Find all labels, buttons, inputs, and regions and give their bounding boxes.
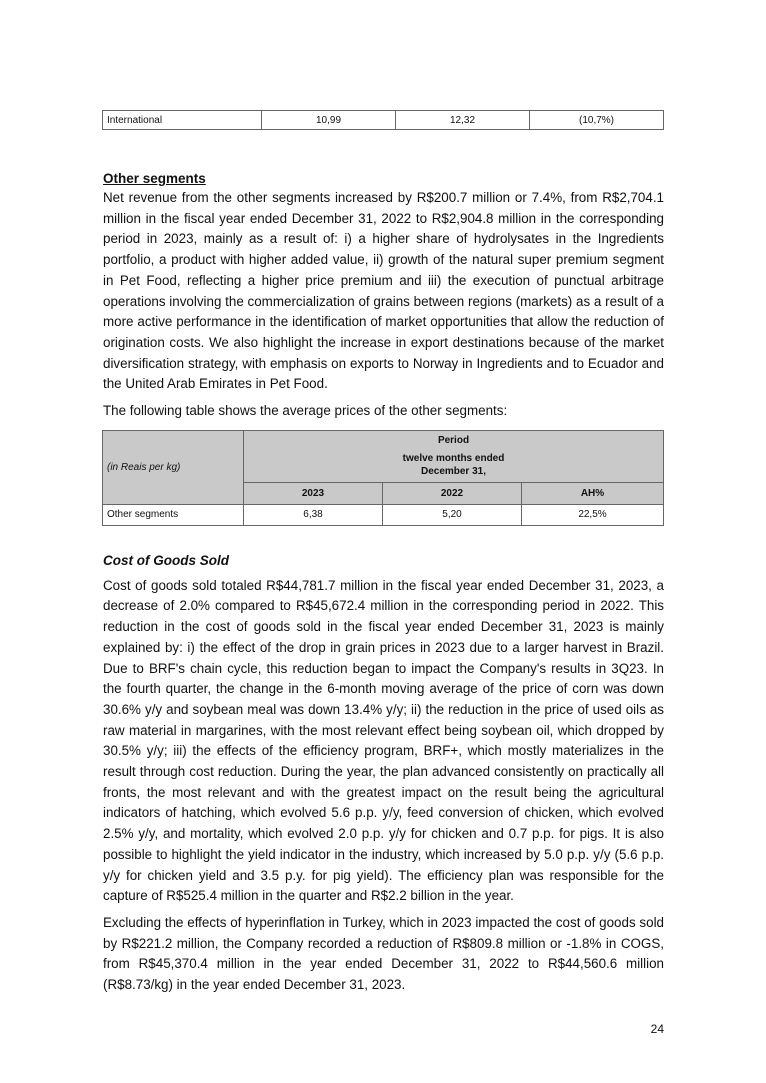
period-label: Period: [437, 435, 470, 447]
paragraph: Cost of goods sold totaled R$44,781.7 million in the fiscal year ended December 31, 2023, a decrease of 2.0% compared to R$45,672.4 million in the corresponding period in 2022. This reduction in the cost of goods sold in the fiscal year ended December 31, 2023 is mainly explained by: i) the effect of the drop in grain prices in 2023 due to a larger harvest in Brazil. Due to BRF's chain cycle, this reduction began to impact the Company's results in 3Q23. In the fourth quarter, the change in the 6-month moving average of the price of corn was down 30.6% y/y and soybean meal was down 13.4% y/y; ii) the reduction in the price of used oils as raw material in margarines, with the most relevant effect being soybean oil, which dropped by 30.5% y/y; iii) the effects of the efficiency program, BRF+, which mostly materializes in the result through cost reduction. During the year, the plan advanced consistently on practically all fronts, the most relevant and with the greatest impact on the result being the agricultural indicators of hatching, which evolved 5.6 p.p. y/y, feed conversion of chicken, which evolved 2.5% y/y, and mortality, which evolved 2.0 p.p. y/y for chicken and 0.7 p.p. for pigs. It is also possible to highlight the yield indicator in the industry, which increased by 5.0 p.p. y/y (5.6 p.p. y/y for chicken yield and 3.5 p.y. for pig yield). The efficiency plan was responsible for the capture of R$525.4 million in the quarter and R$2.2 billion in the year.: [103, 577, 664, 904]
section-heading: Cost of Goods Sold: [103, 552, 229, 568]
column-header: 2022: [383, 482, 522, 504]
unit-label: (in Reais per kg): [103, 430, 244, 504]
column-header: 2023: [244, 482, 383, 504]
paragraph: Excluding the effects of hyperinflation in Turkey, which in 2023 impacted the cost of goods sold by R$221.2 million, the Company recorded a reduction of R$809.8 million or -1.8% in COGS, from R$45,370.4 million in the year ended December 31, 2022 to R$44,560.6 million (R$8.73/kg) in the year ended December 31, 2023.: [103, 914, 664, 993]
period-sub: December 31,: [420, 466, 487, 478]
table-row: [103, 504, 664, 525]
cell: 22,5%: [522, 504, 664, 525]
cell: 6,38: [244, 504, 383, 525]
paragraph: The following table shows the average prices of the other segments:: [103, 403, 508, 419]
row-label: Other segments: [103, 504, 244, 525]
cell-2023: 10,99: [262, 111, 396, 130]
cell-ah: (10,7%): [530, 111, 664, 130]
cell-2022: 12,32: [396, 111, 530, 130]
column-header: AH%: [522, 482, 664, 504]
international-table: [102, 110, 664, 130]
row-label: International: [103, 111, 262, 130]
paragraph: Net revenue from the other segments increased by R$200.7 million or 7.4%, from R$2,704.1 million in the fiscal year ended December 31, 2022 to R$2,904.8 million in the corresponding period in 2023, mainly as a result of: i) a higher share of hydrolysates in the Ingredients portfolio, a product with higher added value, ii) growth of the natural super premium segment in Pet Food, reflecting a higher price premium and iii) the execution of punctual arbitrage operations involving the commercialization of grains between regions (markets) as a result of a more active performance in the identification of market opportunities that allow the reduction of origination costs. We also highlight the increase in export destinations because of the market diversification strategy, with emphasis on exports to Norway in Ingredients and to Ecuador and the United Arab Emirates in Pet Food.: [103, 190, 664, 392]
table-row: [103, 111, 664, 130]
section-heading: Other segments: [103, 171, 206, 186]
period-header: [244, 430, 664, 482]
price-table: [102, 430, 664, 526]
period-sub: twelve months ended: [402, 453, 505, 465]
page-content: [102, 110, 664, 996]
cell: 5,20: [383, 504, 522, 525]
page-number: 24: [650, 1022, 664, 1036]
